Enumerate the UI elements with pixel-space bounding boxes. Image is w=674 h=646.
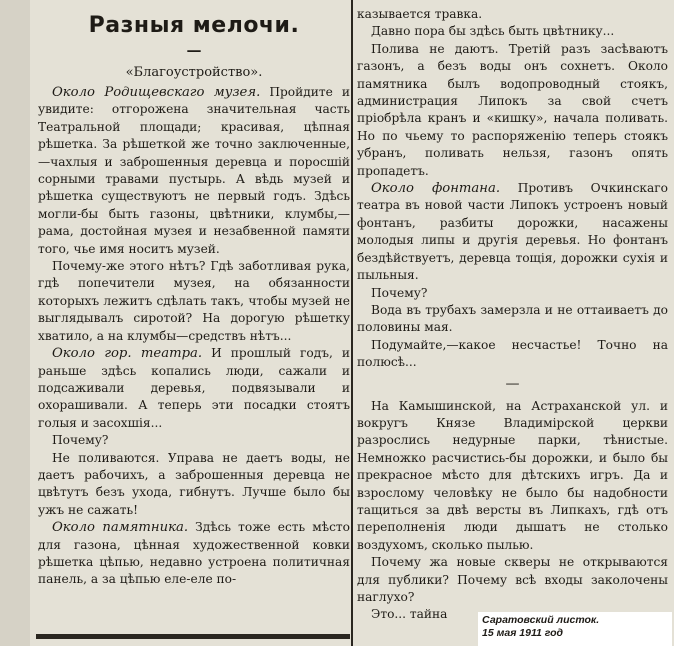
- paragraph-text: Давно пора бы здѣсь быть цвѣтнику...: [371, 24, 615, 39]
- paragraph: [357, 398, 668, 555]
- paragraph: [357, 180, 668, 284]
- page-edge: [0, 0, 30, 646]
- title-divider: —: [186, 41, 202, 59]
- paragraph: [357, 285, 668, 302]
- paragraph-text: И прошлый годъ, и раньше здѣсь копались люди, сажали и подсаживали деревья, подвязывали и охорашивали. А теперь эти посадки стоятъ голыя и засохшiя...: [38, 346, 351, 430]
- source-caption: [478, 612, 672, 646]
- paragraph-lead: Около фонтана.: [371, 181, 501, 197]
- paragraph-text: Полива не даютъ. Третiй разъ засѣваютъ газонъ, а безъ воды онъ сохнетъ. Около памятника былъ водопроводный стоякъ, администрация Липокъ за свой счетъ прiобрѣла кранъ и «кишку», начала поливать. Но по чьему то распоряженiю теперь стоякъ убранъ, поливать нельзя, газонъ опять пропадетъ.: [357, 41, 668, 178]
- paragraph: [357, 6, 668, 23]
- paragraph-text: Здѣсь тоже есть мѣсто для газона, цѣнная художественной ковки рѣшетка цѣпью, недавно устроена политичная панель, а за цѣпью еле-еле по-: [38, 520, 351, 587]
- paragraph-text: Пройдите и увидите: отгорожена значительная часть Театральной площади; красивая, цѣпная рѣшетка. За рѣшеткой же точно заключенные,—чахлыя и заброшенныя деревца и поросшiй сорными травами пустырь. А вѣдь музей и рѣшетка существуютъ не первый годъ. Здѣсь могли-бы быть газоны, цвѣтники, клумбы,—рама, достойная музея и незабвенной памяти того, чье имя носитъ музей.: [38, 85, 350, 256]
- caption-source: Саратовский листок.: [482, 614, 600, 626]
- paragraph-text: На Камышинской, на Астраханской ул. и вокругъ Князе Владимiрской церкви разрослись недурные парки, тѣнистые. Немножко расчистись-бы дорожки, и было бы прекрасное мѣсто для дѣтскихъ игръ. Да и взрослому человѣку не было бы надобности тащиться за двѣ версты въ Липкахъ, гдѣ отъ переполненiя люди дышатъ не столько воздухомъ, сколько пылью.: [357, 398, 668, 552]
- paragraph-text: Противъ Очкинскаго театра въ новой части Липокъ устроенъ новый фонтанъ, разбиты дорожки, насажены молодыя липы и другiя деревья. Но фонтанъ бездѣйствуетъ, деревца тощiя, дорожки сухiя и пыльныя.: [357, 181, 668, 283]
- paragraph: [357, 337, 668, 372]
- paragraph: [357, 302, 668, 337]
- paragraph: [38, 519, 350, 589]
- paragraph: [38, 84, 350, 258]
- paragraph-text: казывается травка.: [357, 7, 483, 21]
- paragraph-text: Вода въ трубахъ замерзла и не оттаиваетъ до половины мая.: [357, 302, 668, 335]
- paragraph: [357, 23, 668, 40]
- paragraph-text: Почему?: [371, 285, 428, 300]
- paragraph-text: Это... тайна: [371, 607, 448, 622]
- paragraph-text: Почему жа новые скверы не открываются для публики? Почему всѣ входы заколочены наглухо?: [357, 555, 668, 604]
- caption-date: 15 мая 1911 год: [482, 627, 564, 639]
- paragraph: [38, 432, 350, 449]
- paragraph-lead: Около памятника.: [52, 520, 189, 536]
- left-column: [38, 6, 350, 589]
- bottom-rule: [36, 634, 350, 639]
- paragraph: [357, 554, 668, 606]
- section-divider: —: [505, 375, 520, 392]
- right-column: [357, 6, 668, 624]
- paragraph: [38, 258, 350, 345]
- paragraph-lead: Около гор. театра.: [52, 346, 203, 362]
- paragraph-text: Почему?: [52, 433, 109, 448]
- column-rule: [351, 0, 353, 646]
- paragraph: [357, 41, 668, 180]
- article-title: Разныя мелочи.: [88, 13, 300, 38]
- section-title: «Благоустройство».: [125, 65, 263, 80]
- paragraph-lead: Около Родищевскаго музея.: [52, 85, 261, 100]
- paragraph: [38, 450, 350, 520]
- paragraph-text: Почему-же этого нѣтъ? Гдѣ заботливая рука, гдѣ попечители музея, на обязанности которыхъ лежитъ сдѣлать такъ, чтобы музей не выглядывалъ сиротой? На дорогую рѣшетку хватило, а на клумбы—средствъ нѣтъ...: [38, 259, 350, 343]
- paragraph-text: Подумайте,—какое несчастье! Точно на полюсѣ...: [357, 337, 668, 370]
- paragraph-text: Не поливаются. Управа не даетъ воды, не даетъ рабочихъ, а заброшенныя деревца не цвѣтутъ безъ ухода, гибнутъ. Лучше было бы ужъ не сажать!: [38, 450, 350, 517]
- paragraph: [38, 345, 350, 432]
